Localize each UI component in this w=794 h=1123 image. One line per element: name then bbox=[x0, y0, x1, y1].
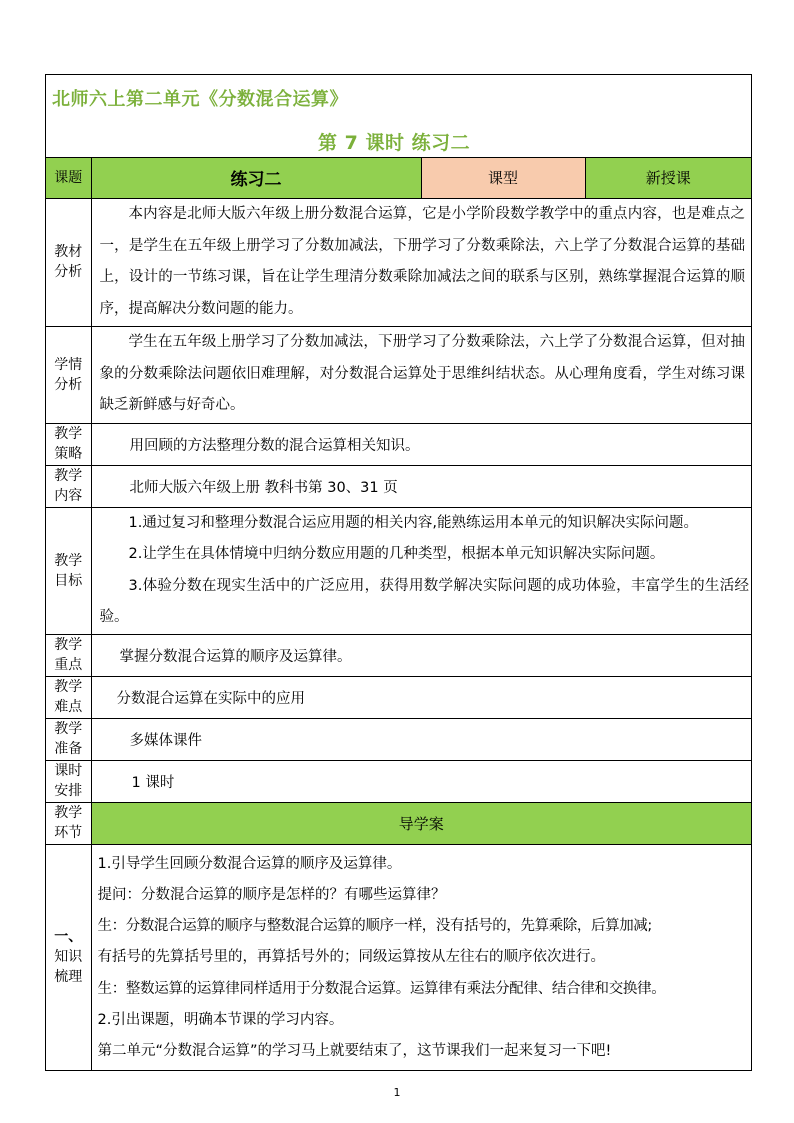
review-line-5: 生：整数运算的运算律同样适用于分数混合运算。运算律有乘法分配律、结合律和交换律。 bbox=[97, 980, 666, 997]
schedule-cell bbox=[91, 760, 751, 802]
content-row bbox=[46, 465, 751, 507]
unit-title: 北师六上第二单元《分数混合运算》 bbox=[52, 89, 348, 110]
material-analysis-text: 本内容是北师大版六年级上册分数混合运算，它是小学阶段数学教学中的重点内容，也是难点之一，是学生在五年级上册学习了分数加减法，下册学习了分数乘除法，六上学了分数混合运算的基础上，设计的一节练习课，旨在让学生理清分数乘除加减法之间的联系与区别，熟练掌握混合运算的顺序，提高解决分数问题的能力。 bbox=[99, 206, 745, 317]
keypoint-label: 教学 重点 bbox=[46, 634, 91, 676]
review-line-4: 有括号的先算括号里的，再算括号外的；同级运算按从左往右的顺序依次进行。 bbox=[97, 949, 605, 966]
material-analysis-label: 教材 分析 bbox=[46, 198, 91, 326]
student-analysis-row bbox=[46, 326, 751, 423]
knowledge-review-cell bbox=[91, 844, 751, 1070]
topic-title: 练习二 bbox=[91, 158, 421, 198]
process-row bbox=[46, 802, 751, 844]
preparation-label: 教学 准备 bbox=[46, 718, 91, 760]
schedule-row bbox=[46, 760, 751, 802]
schedule-text: 1 课时 bbox=[131, 774, 175, 791]
strategy-cell bbox=[91, 423, 751, 465]
goal-item-1: 1.通过复习和整理分数混合运应用题的相关内容,能熟练运用本单元的知识解决实际问题。 bbox=[128, 514, 698, 531]
lesson-plan-table bbox=[46, 158, 751, 1070]
student-analysis-label: 学情 分析 bbox=[46, 326, 91, 423]
lesson-type-label: 课型 bbox=[421, 158, 585, 198]
student-analysis-cell bbox=[91, 326, 751, 423]
keypoint-row bbox=[46, 634, 751, 676]
knowledge-review-row bbox=[46, 844, 751, 1070]
goals-row bbox=[46, 507, 751, 634]
content-text: 北师大版六年级上册 教科书第 30、31 页 bbox=[129, 479, 398, 496]
difficulty-cell bbox=[91, 676, 751, 718]
knowledge-review-content bbox=[92, 845, 752, 1070]
difficulty-label: 教学 难点 bbox=[46, 676, 91, 718]
lesson-plan-sheet bbox=[45, 74, 752, 1071]
content-label: 教学 内容 bbox=[46, 465, 91, 507]
strategy-label: 教学 策略 bbox=[46, 423, 91, 465]
student-analysis-text: 学生在五年级上册学习了分数加减法，下册学习了分数乘除法，六上学了分数混合运算，但对抽象的分数乘除法问题依旧难理解，对分数混合运算处于思维纠结状态。从心理角度看，学生对练习课缺乏新鲜感与好奇心。 bbox=[99, 334, 745, 414]
keypoint-cell bbox=[91, 634, 751, 676]
schedule-label: 课时 安排 bbox=[46, 760, 91, 802]
lesson-type-value: 新授课 bbox=[585, 158, 751, 198]
knowledge-review-label: 一、 知识 梳理 bbox=[46, 844, 91, 1070]
strategy-row bbox=[46, 423, 751, 465]
topic-row bbox=[46, 158, 751, 198]
goal-item-2: 2.让学生在具体情境中归纳分数应用题的几种类型，根据本单元知识解决实际问题。 bbox=[128, 546, 665, 562]
material-analysis-row bbox=[46, 198, 751, 326]
material-analysis-cell bbox=[91, 198, 751, 326]
page-number: 1 bbox=[393, 1086, 401, 1099]
difficulty-text: 分数混合运算在实际中的应用 bbox=[116, 690, 305, 707]
goals-label: 教学 目标 bbox=[46, 507, 91, 634]
content-cell bbox=[91, 465, 751, 507]
document-header bbox=[46, 75, 751, 158]
topic-label: 课题 bbox=[46, 158, 91, 198]
review-line-6: 2.引出课题，明确本节课的学习内容。 bbox=[97, 1011, 344, 1028]
review-line-1: 1.引导学生回顾分数混合运算的顺序及运算律。 bbox=[97, 855, 402, 872]
goal-item-3: 3.体验分数在现实生活中的广泛应用，获得用数学解决实际问题的成功体验，丰富学生的生活经验。 bbox=[99, 577, 749, 625]
review-line-2: 提问：分数混合运算的顺序是怎样的？有哪些运算律？ bbox=[97, 886, 446, 903]
difficulty-row bbox=[46, 676, 751, 718]
process-label: 教学 环节 bbox=[46, 802, 91, 844]
preparation-text: 多媒体课件 bbox=[129, 732, 202, 749]
guided-plan-header: 导学案 bbox=[91, 802, 751, 844]
preparation-cell bbox=[91, 718, 751, 760]
keypoint-text: 掌握分数混合运算的顺序及运算律。 bbox=[119, 648, 352, 665]
lesson-title: 第 7 课时 练习二 bbox=[318, 132, 471, 154]
goals-cell bbox=[91, 507, 751, 634]
preparation-row bbox=[46, 718, 751, 760]
review-line-7: 第二单元“分数混合运算”的学习马上就要结束了，这节课我们一起来复习一下吧! bbox=[97, 1043, 612, 1060]
review-line-3: 生：分数混合运算的顺序与整数混合运算的顺序一样，没有括号的，先算乘除，后算加减; bbox=[97, 918, 652, 935]
strategy-text: 用回顾的方法整理分数的混合运算相关知识。 bbox=[129, 437, 420, 454]
